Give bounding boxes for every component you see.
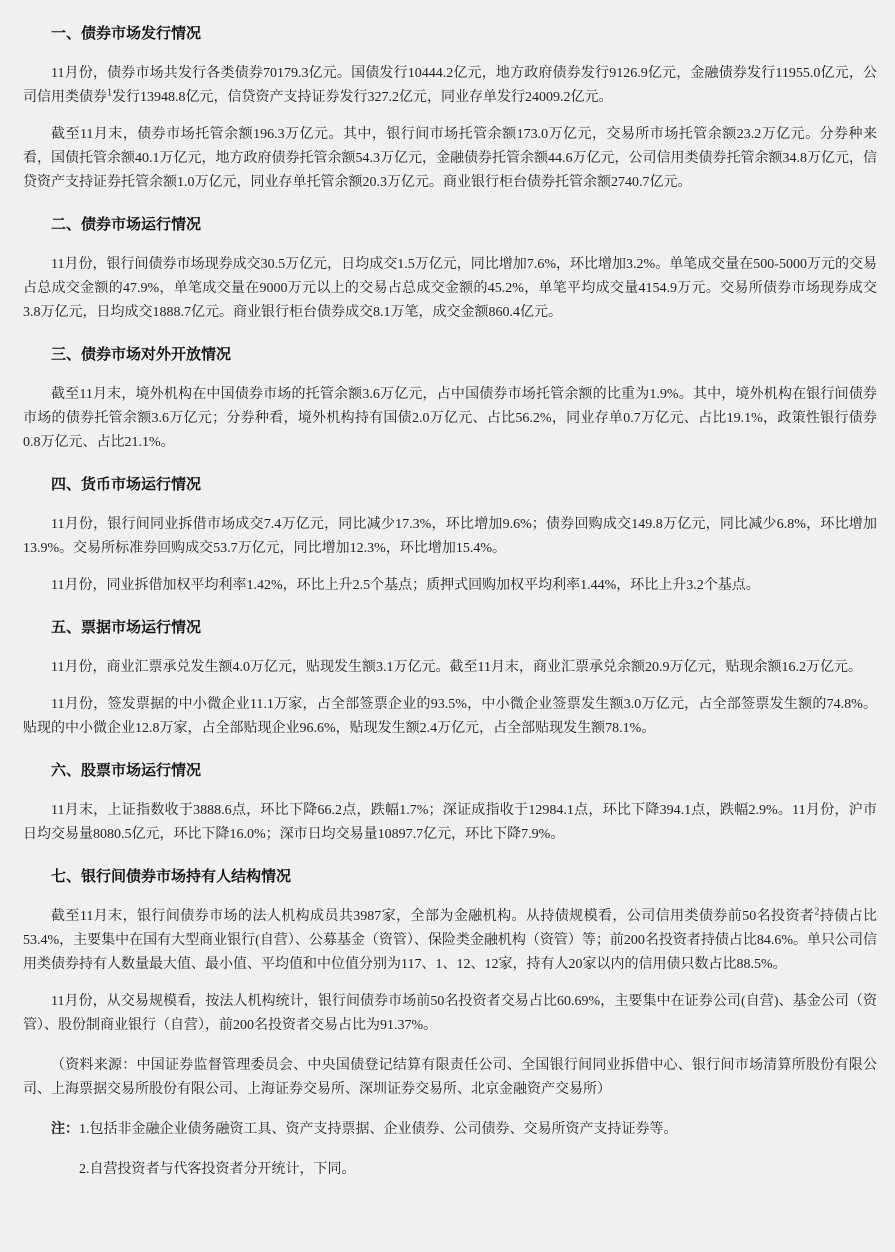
- note-1: [51, 1118, 877, 1142]
- section: [23, 343, 877, 455]
- section-heading: 一、债券市场发行情况: [51, 26, 202, 42]
- paragraph: [23, 62, 877, 110]
- paragraph: [23, 513, 877, 561]
- paragraph: [23, 574, 877, 598]
- section-heading: 二、债券市场运行情况: [51, 217, 202, 233]
- paragraph-text: 截至11月末，债券市场托管余额196.3万亿元。其中，银行间市场托管余额173.0万亿元，交易所市场托管余额23.2万亿元。分券种来看，国债托管余额40.1万亿元，地方政府债券托管余额54.3万亿元，金融债券托管余额44.6万亿元，公司信用类债券托管余额34.8万亿元，信贷资产支持证券托管余额1.0万亿元，同业存单托管余额20.3万亿元。商业银行柜台债券托管余额2740.7亿元。: [23, 127, 877, 190]
- section: [23, 473, 877, 598]
- section-heading: 六、股票市场运行情况: [51, 763, 202, 779]
- paragraph-text: 11月份，同业拆借加权平均利率1.42%，环比上升2.5个基点；质押式回购加权平均利率1.44%，环比上升3.2个基点。: [51, 578, 760, 593]
- section: [23, 213, 877, 325]
- paragraph-text: 11月份，签发票据的中小微企业11.1万家，占全部签票企业的93.5%，中小微企业签票发生额3.0万亿元，占全部签票发生额的74.8%。贴现的中小微企业12.8万家，占全部贴现企业96.6%，贴现发生额2.4万亿元，占全部贴现发生额78.1%。: [23, 697, 877, 736]
- section-heading: 四、货币市场运行情况: [51, 477, 202, 493]
- section: [23, 865, 877, 1038]
- section-heading: 七、银行间债券市场持有人结构情况: [51, 869, 292, 885]
- paragraph: [23, 656, 877, 680]
- paragraph-text: 发行13948.8亿元，信贷资产支持证券发行327.2亿元，同业存单发行24009.2亿元。: [112, 90, 613, 105]
- paragraph: [23, 123, 877, 195]
- note-label: 注：: [51, 1122, 79, 1137]
- paragraph-text: 截至11月末，境外机构在中国债券市场的托管余额3.6万亿元，占中国债券市场托管余额的比重为1.9%。其中，境外机构在银行间债券市场的债券托管余额3.6万亿元；分券种看，境外机构持有国债2.0万亿元、占比56.2%，同业存单0.7万亿元、占比19.1%，政策性银行债券0.8万亿元、占比21.1%。: [23, 387, 877, 450]
- footnote-marker: 2: [814, 906, 820, 918]
- paragraph: [23, 253, 877, 325]
- paragraph-text: 持债占比53.4%，主要集中在国有大型商业银行(自营）、公募基金（资管）、保险类金融机构（资管）等；前200名投资者持债占比84.6%。单只公司信用类债券持有人数量最大值、最小值、平均值和中位值分别为117、1、12、12家，持有人20家以内的信用债只数占比88.5%。: [23, 909, 878, 972]
- section-heading: 三、债券市场对外开放情况: [51, 347, 232, 363]
- paragraph: [23, 905, 877, 977]
- paragraph-text: 11月份，银行间债券市场现券成交30.5万亿元，日均成交1.5万亿元，同比增加7.6%，环比增加3.2%。单笔成交量在500-5000万元的交易占总成交金额的47.9%，单笔成交量在9000万元以上的交易占总成交金额的45.2%，单笔平均成交量4154.9万元。交易所债券市场现券成交3.8万亿元，日均成交1888.7亿元。商业银行柜台债券成交8.1万笔，成交金额860.4亿元。: [23, 257, 877, 320]
- note-2: [79, 1158, 877, 1182]
- paragraph-text: 11月份，商业汇票承兑发生额4.0万亿元，贴现发生额3.1万亿元。截至11月末，商业汇票承兑余额20.9万亿元，贴现余额16.2万亿元。: [51, 660, 862, 675]
- paragraph: [23, 693, 877, 741]
- footnote-marker: 1: [107, 87, 112, 99]
- section: [23, 759, 877, 847]
- paragraph: [23, 383, 877, 455]
- section: [23, 22, 877, 195]
- paragraph-text: 11月份，银行间同业拆借市场成交7.4万亿元，同比减少17.3%，环比增加9.6%；债券回购成交149.8万亿元，同比减少6.8%，环比增加13.9%。交易所标准券回购成交53.7万亿元，同比增加12.3%，环比增加15.4%。: [23, 517, 877, 556]
- paragraph-text: 截至11月末，银行间债券市场的法人机构成员共3987家，全部为金融机构。从持债规模看，公司信用类债券前50名投资者: [51, 909, 815, 924]
- section-heading: 五、票据市场运行情况: [51, 620, 202, 636]
- note-text: 2.自营投资者与代客投资者分开统计，下同。: [79, 1162, 356, 1177]
- paragraph: [23, 799, 877, 847]
- data-source: （资料来源：中国证券监督管理委员会、中央国债登记结算有限责任公司、全国银行间同业拆借中心、银行间市场清算所股份有限公司、上海票据交易所股份有限公司、上海证券交易所、深圳证券交易所、北京金融资产交易所）: [23, 1058, 877, 1097]
- paragraph-text: 11月份，从交易规模看，按法人机构统计，银行间债券市场前50名投资者交易占比60.69%，主要集中在证券公司(自营)、基金公司（资管）、股份制商业银行（自营），前200名投资者交易占比为91.37%。: [23, 994, 877, 1033]
- paragraph: [23, 990, 877, 1038]
- section: [23, 616, 877, 741]
- paragraph-text: 11月份，债券市场共发行各类债券70179.3亿元。国债发行10444.2亿元，地方政府债券发行9126.9亿元，金融债券发行11955.0亿元，公司信用类债券: [23, 66, 877, 105]
- paragraph-text: 11月末，上证指数收于3888.6点，环比下降66.2点，跌幅1.7%；深证成指收于12984.1点，环比下降394.1点，跌幅2.9%。11月份，沪市日均交易量8080.5亿元，环比下降16.0%；深市日均交易量10897.7亿元，环比下降7.9%。: [23, 803, 877, 842]
- note-text: 1.包括非金融企业债务融资工具、资产支持票据、企业债券、公司债券、交易所资产支持证券等。: [79, 1122, 678, 1137]
